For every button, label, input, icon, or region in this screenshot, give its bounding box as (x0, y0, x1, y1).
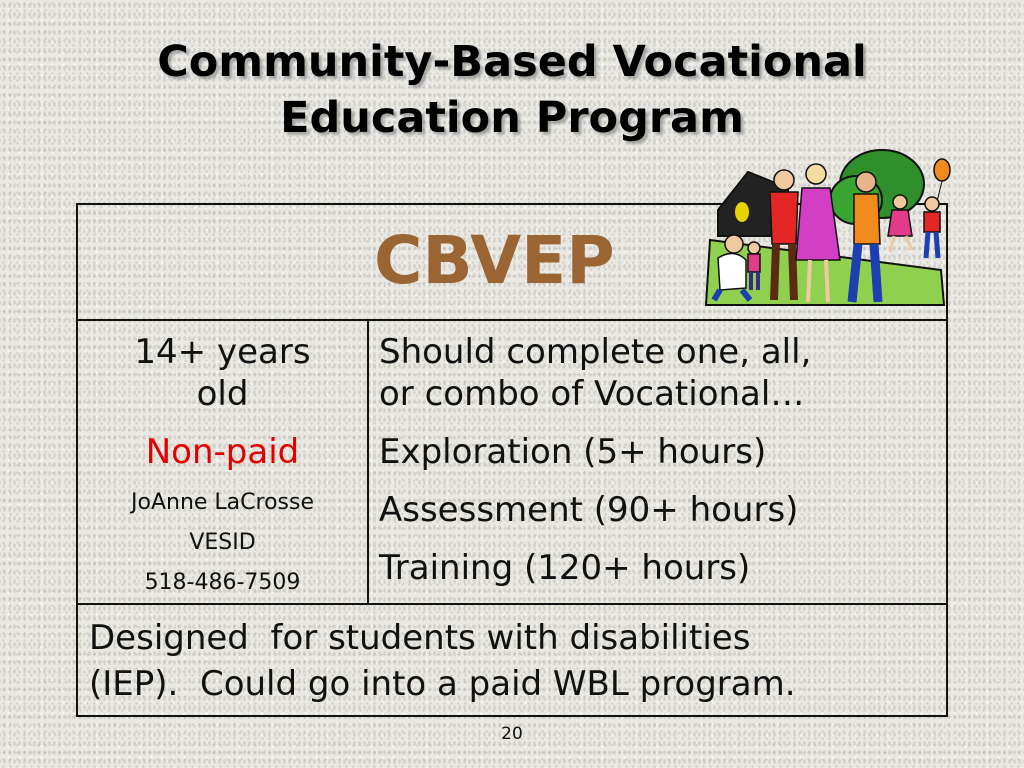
requirements-cell (369, 321, 946, 603)
footer-text (89, 615, 796, 707)
contact-org: VESID (189, 530, 256, 555)
page-number: 20 (501, 724, 523, 744)
contact-phone: 518-486-7509 (144, 570, 301, 595)
slide-title-line-2: Education Program (280, 93, 744, 143)
requirement-item: Training (120+ hours) (379, 548, 751, 588)
age-line-1: 14+ years (134, 332, 311, 372)
age-requirement (78, 331, 367, 415)
contact-name: JoAnne LaCrosse (131, 490, 314, 515)
table-footer-row (78, 603, 946, 717)
requirements-intro-line-1: Should complete one, all, (379, 332, 812, 372)
pay-status: Non-paid (145, 432, 300, 472)
age-line-2: old (196, 374, 249, 414)
slide-title (0, 34, 1024, 146)
eligibility-cell (78, 321, 369, 603)
requirement-item: Assessment (90+ hours) (379, 490, 799, 530)
people-at-outdoor-gathering-icon (696, 140, 956, 310)
requirements-intro-line-2: or combo of Vocational… (379, 374, 805, 414)
requirement-item: Exploration (5+ hours) (379, 432, 767, 472)
table-header-text: CBVEP (374, 222, 615, 299)
slide-title-line-1: Community-Based Vocational (157, 37, 867, 87)
footer-line-2: (IEP). Could go into a paid WBL program. (89, 664, 796, 704)
footer-line-1: Designed for students with disabilities (89, 618, 751, 658)
